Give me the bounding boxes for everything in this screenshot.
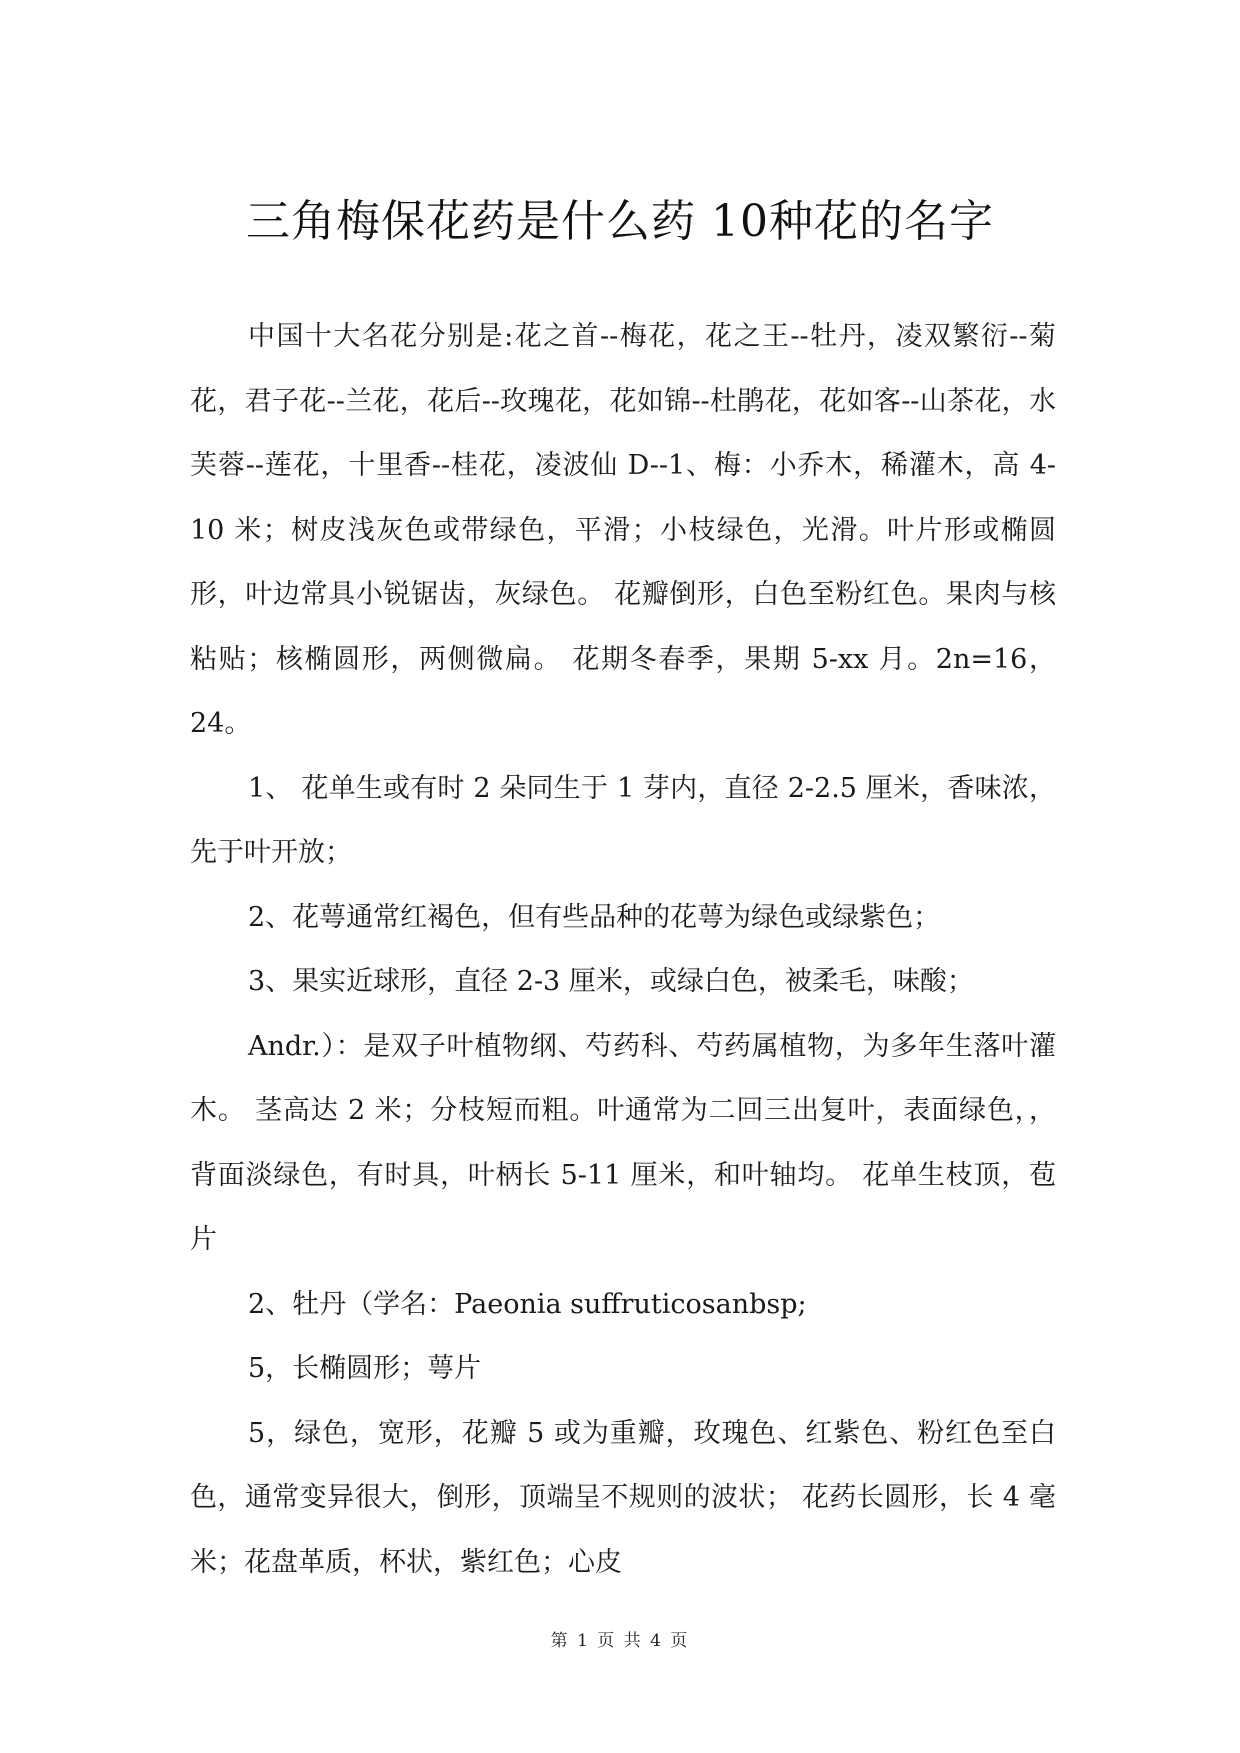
paragraph: 2、牡丹（学名：Paeonia suffruticosanbsp;	[248, 1288, 807, 1320]
paragraph: 5，绿色，宽形，花瓣 5 或为重瓣，玫瑰色、红紫色、粉红色至白色，通常变异很大，倒形，顶端呈不规则的波状； 花药长圆形，长 4 毫米；花盘革质，杯状，紫红色；心皮	[190, 1417, 1056, 1578]
paragraph: Andr.）：是双子叶植物纲、芍药科、芍药属植物，为多年生落叶灌木。 茎高达 2 米；分枝短而粗。叶通常为二回三出复叶，表面绿色，，背面淡绿色，有时具，叶柄长 5-11 厘米，和叶轴均。 花单生枝顶，苞片	[190, 1030, 1056, 1255]
page-footer: 第 1 页 共 4 页	[550, 1631, 690, 1651]
paragraph: 5，长椭圆形；萼片	[248, 1353, 482, 1384]
paragraph: 3、果实近球形，直径 2-3 厘米，或绿白色，被柔毛，味酸；	[248, 966, 974, 997]
page-title: 三角梅保花药是什么药 10种花的名字	[246, 196, 994, 247]
paragraph: 中国十大名花分别是:花之首--梅花，花之王--牡丹，凌双繁衍--菊花，君子花--兰花，花后--玫瑰花，花如锦--杜鹃花，花如客--山茶花，水芙蓉--莲花，十里香--桂花，凌波仙 D--1、梅：小乔木，稀灌木，高 4-10 米；树皮浅灰色或带绿色，平滑；小枝绿色，光滑。叶片形或椭圆形，叶边常具小锐锯齿，灰绿色。 花瓣倒形，白色至粉红色。果肉与核粘贴；核椭圆形，两侧微扁。 花期冬春季，果期 5-xx 月。2n=16，24。	[190, 321, 1056, 739]
body-text	[190, 305, 1056, 1595]
paragraph: 2、花萼通常红褐色，但有些品种的花萼为绿色或绿紫色；	[248, 901, 941, 933]
paragraph: 1、 花单生或有时 2 朵同生于 1 芽内，直径 2-2.5 厘米，香味浓，先于叶开放；	[190, 772, 1056, 868]
